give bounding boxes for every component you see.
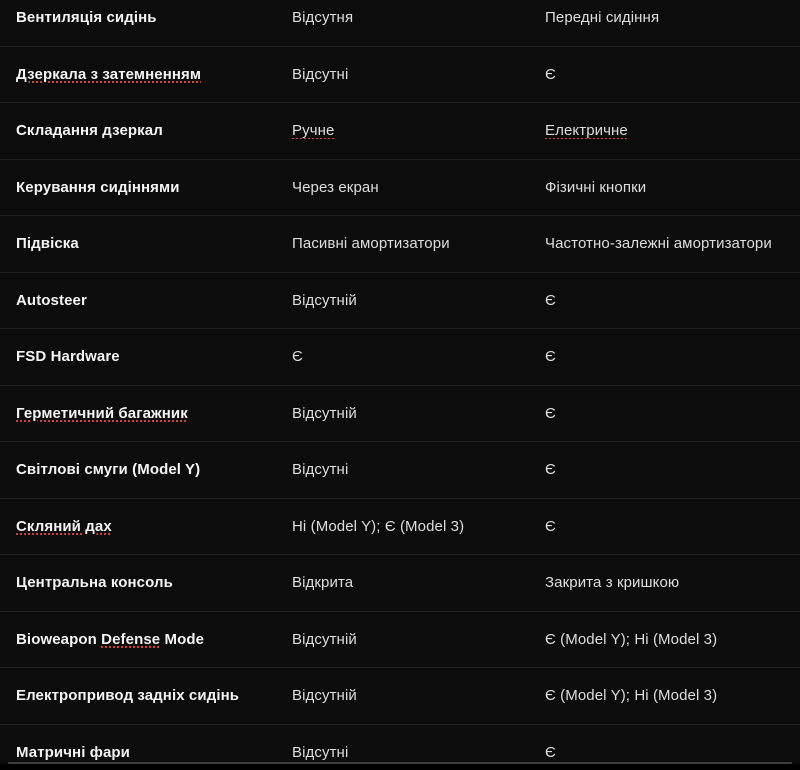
feature-label: Autosteer — [16, 291, 87, 309]
value-column-2: Є — [545, 65, 556, 83]
table-row — [0, 0, 800, 47]
value-column-2: Закрита з кришкою — [545, 574, 680, 592]
value-column-1: Ні (Model Y); Є (Model 3) — [292, 517, 465, 535]
value-column-1: Відсутні — [292, 461, 349, 479]
value-column-1: Пасивні амортизатори — [292, 235, 450, 253]
table-row — [0, 103, 800, 160]
feature-label: Світлові смуги (Model Y) — [16, 461, 201, 479]
value-column-1: Відсутній — [292, 404, 357, 422]
value-column-2: Є (Model Y); Ні (Model 3) — [545, 630, 718, 648]
feature-label: Керування сидіннями — [16, 178, 180, 196]
table-row — [0, 216, 800, 273]
spellchecked-text: Дзеркала з затемненням — [16, 65, 202, 83]
feature-text: Bioweapon — [16, 630, 102, 648]
table-row — [0, 160, 800, 217]
value-column-2: Є — [545, 348, 556, 366]
value-column-2: Частотно-залежні амортизатори — [545, 235, 772, 253]
value-column-1: Є — [292, 348, 303, 366]
bottom-divider — [8, 762, 792, 764]
value-column-1: Відсутній — [292, 291, 357, 309]
value-column-1: Відкрита — [292, 574, 354, 592]
feature-label — [16, 631, 292, 648]
value-column-2: Є — [545, 404, 556, 422]
value-column-1: Відсутня — [292, 9, 354, 27]
feature-label: Центральна консоль — [16, 574, 173, 592]
feature-label — [16, 66, 292, 83]
value-column-2: Є — [545, 461, 556, 479]
value-column-2: Фізичні кнопки — [545, 178, 647, 196]
feature-label: Підвіска — [16, 235, 79, 253]
table-row — [0, 273, 800, 330]
spellchecked-text: Defense — [101, 630, 161, 648]
feature-text: Mode — [160, 630, 205, 648]
feature-label: Матричні фари — [16, 743, 131, 761]
value-column-2: Є (Model Y); Ні (Model 3) — [545, 687, 718, 705]
value-column-1: Відсутні — [292, 743, 349, 761]
spellchecked-text: Електричне — [545, 122, 628, 140]
spellchecked-text: Скляний дах — [16, 517, 112, 535]
value-column-1: Відсутній — [292, 630, 357, 648]
value-column-2: Є — [545, 291, 556, 309]
spellchecked-text: Герметичний багажник — [16, 404, 188, 422]
feature-label — [16, 405, 292, 422]
feature-label: Електропривод задніх сидінь — [16, 687, 240, 705]
table-row — [0, 47, 800, 104]
table-row — [0, 555, 800, 612]
table-row — [0, 499, 800, 556]
feature-label: Вентиляція сидінь — [16, 9, 157, 27]
table-row — [0, 612, 800, 669]
value-column-1: Відсутні — [292, 65, 349, 83]
spellchecked-text: Ручне — [292, 122, 335, 140]
feature-label: Складання дзеркал — [16, 122, 163, 140]
value-column-1: Через екран — [292, 178, 379, 196]
table-row — [0, 329, 800, 386]
value-column-2 — [545, 122, 800, 139]
value-column-1 — [292, 122, 545, 139]
value-column-1: Відсутній — [292, 687, 357, 705]
value-column-2: Є — [545, 517, 556, 535]
bottom-strip — [0, 764, 800, 770]
table-row — [0, 386, 800, 443]
value-column-2: Передні сидіння — [545, 9, 660, 27]
feature-label — [16, 518, 292, 535]
feature-label: FSD Hardware — [16, 348, 120, 366]
value-column-2: Є — [545, 743, 556, 761]
table-row — [0, 442, 800, 499]
table-row — [0, 668, 800, 725]
